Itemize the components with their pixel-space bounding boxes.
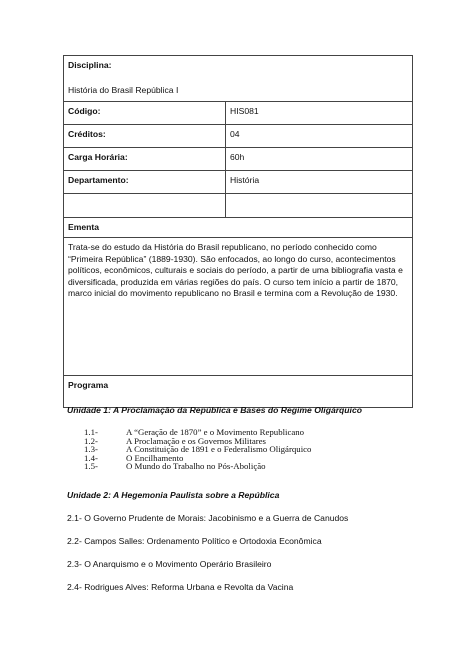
codigo-row [64,102,413,125]
empty-cell-right [226,194,413,218]
unit2-title: Unidade 2: A Hegemonia Paulista sobre a República [67,489,280,500]
item-text: O Mundo do Trabalho no Pós-Abolição [126,461,266,472]
list-item [84,462,412,471]
creditos-value: 04 [226,125,413,148]
unit2-item: 2.3- O Anarquismo e o Movimento Operário Brasileiro [67,558,272,569]
carga-horaria-value: 60h [226,148,413,171]
item-text: A Constituição de 1891 e o Federalismo Oligárquico [126,444,312,455]
ementa-row [64,238,413,376]
disciplina-row [64,56,413,102]
programa-header-row [64,376,413,408]
item-number: 1.3- [84,444,98,455]
departamento-label: Departamento: [64,171,226,194]
item-number: 1.5- [84,461,98,472]
syllabus-document [63,55,412,408]
departamento-value: História [226,171,413,194]
creditos-row [64,125,413,148]
disciplina-value: História do Brasil República I [68,85,179,95]
carga-horaria-label: Carga Horária: [64,148,226,171]
ementa-label: Ementa [64,218,413,238]
creditos-label: Créditos: [64,125,226,148]
unit2-item: 2.4- Rodrigues Alves: Reforma Urbana e Revolta da Vacina [67,581,294,592]
item-number: 1.4- [84,452,98,463]
unit1-title: Unidade 1: A Proclamação da República e Bases do Regime Oligárquico [67,405,362,415]
disciplina-cell [64,56,413,102]
program-section [67,405,412,592]
item-text: A Proclamação e os Governos Militares [126,435,266,446]
empty-cell-left [64,194,226,218]
item-number: 1.1- [84,427,98,437]
disciplina-label: Disciplina: [68,60,112,70]
unit1-list [84,428,412,471]
ementa-text: Trata-se do estudo da História do Brasil republicano, no período conhecido como “Primeira República” (1889-1930). São enfocados, ao longo do curso, acontecimentos políticos, econômicos, culturais e sociais do período, a partir de uma bibliografia vasta e diversificada, produzida em várias regiões do país. O curso tem início a partir de 1870, marco inicial do movimento republicano no Brasil e termina com a Revolução de 1930. [68,242,403,299]
course-info-table [63,55,413,408]
item-text: A “Geração de 1870” e o Movimento Republicano [126,427,305,437]
departamento-row [64,171,413,194]
carga-horaria-row [64,148,413,171]
ementa-cell [64,238,413,376]
codigo-label: Código: [64,102,226,125]
item-number: 1.2- [84,435,98,446]
codigo-value: HIS081 [226,102,413,125]
unit2-item: 2.2- Campos Salles: Ordenamento Político e Ortodoxia Econômica [67,535,322,546]
empty-row [64,194,413,218]
unit2-item: 2.1- O Governo Prudente de Morais: Jacobinismo e a Guerra de Canudos [67,512,349,523]
programa-label: Programa [64,376,413,408]
item-text: O Encilhamento [126,452,184,463]
ementa-header-row [64,218,413,238]
